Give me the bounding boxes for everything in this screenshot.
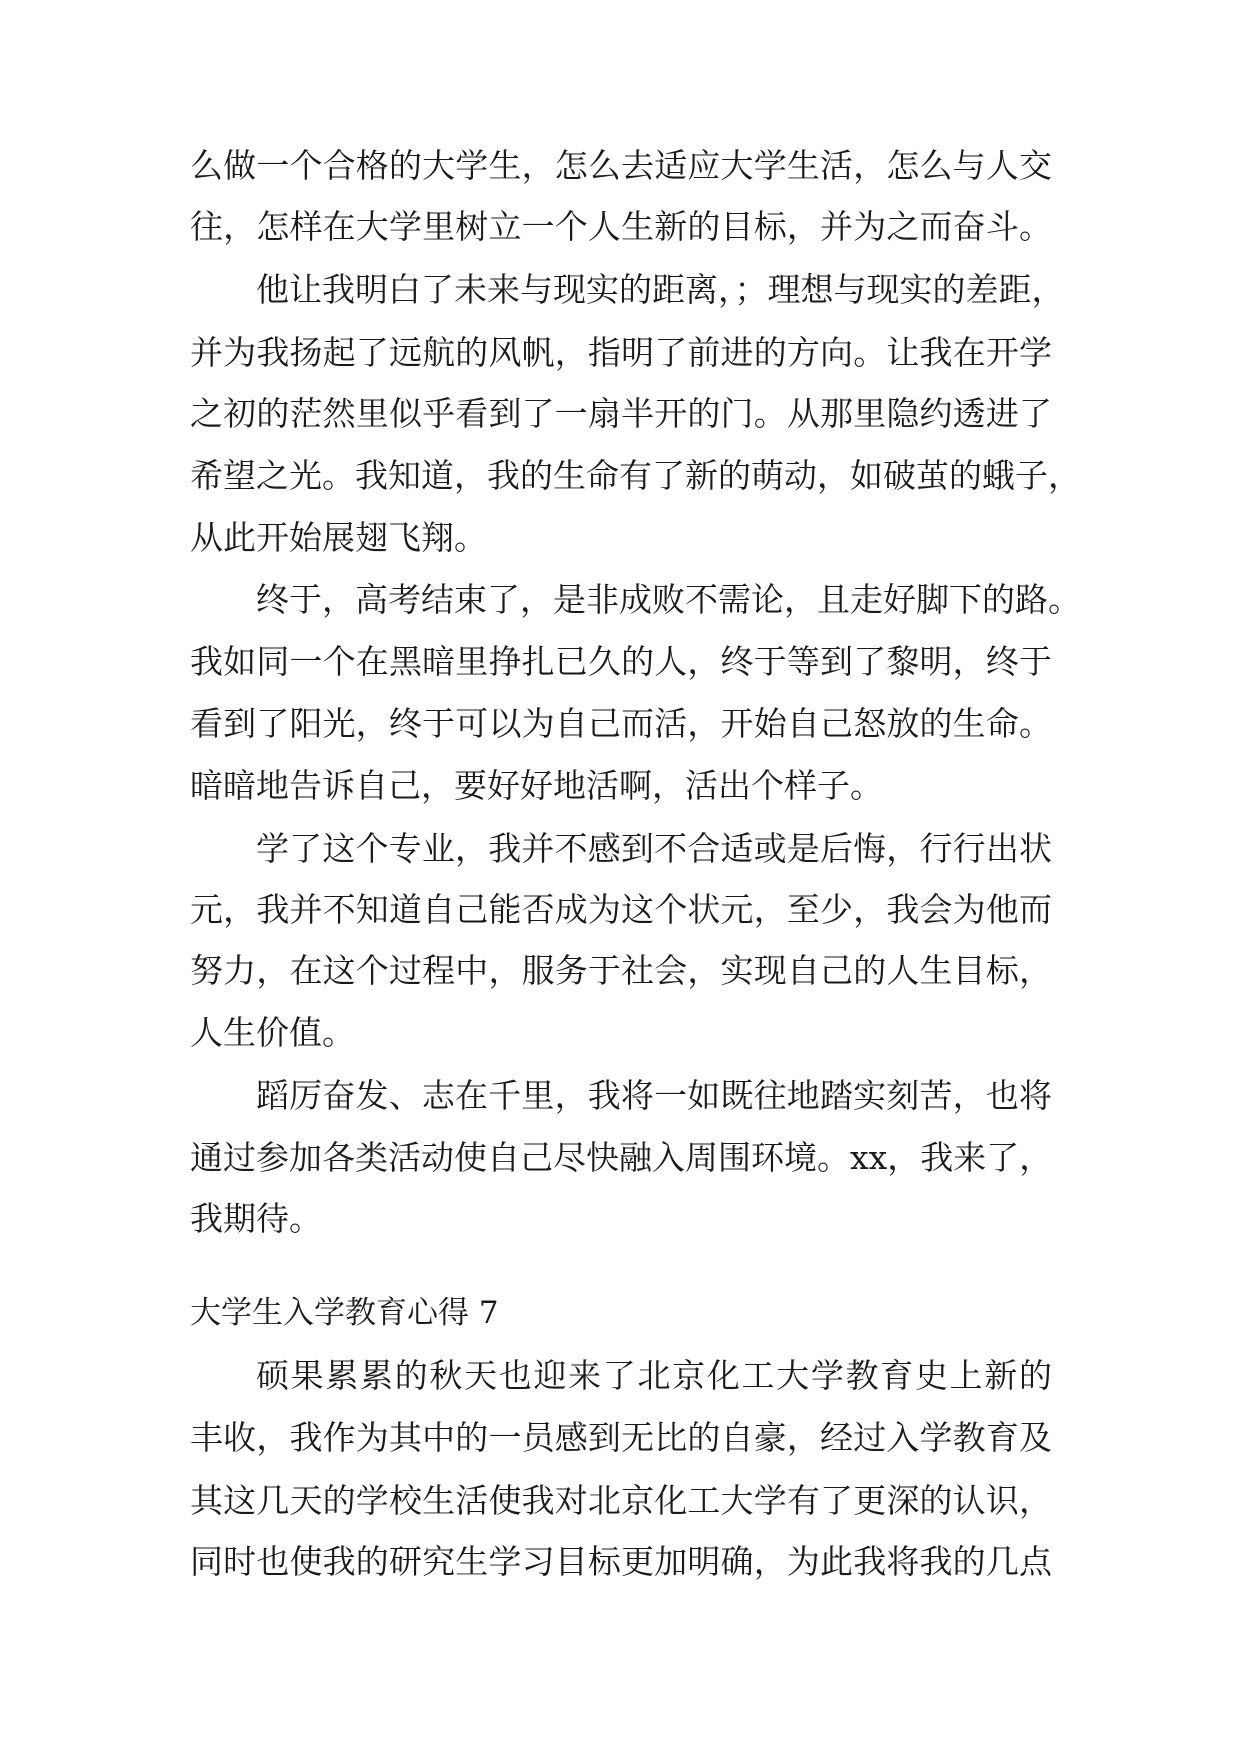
text-line: 元，我并不知道自己能否成为这个状元，至少，我会为他而: [190, 890, 1052, 929]
text-line: 从此开始展翅飞翔。: [190, 518, 487, 557]
text-line: 希望之光。我知道，我的生命有了新的萌动，如破茧的蛾子，: [190, 456, 1081, 495]
text-line: 暗暗地告诉自己，要好好地活啊，活出个样子。: [190, 766, 883, 805]
paragraph-first-line: 硕果累累的秋天也迎来了北京化工大学教育史上新的: [256, 1356, 1052, 1395]
paragraph-first-line: 学了这个专业，我并不感到不合适或是后悔，行行出状: [256, 829, 1052, 868]
section-heading: 大学生入学教育心得 7: [190, 1295, 499, 1331]
text-line: 么做一个合格的大学生，怎么去适应大学生活，怎么与人交: [190, 146, 1052, 185]
text-line: 通过参加各类活动使自己尽快融入周围环境。xx，我来了，: [190, 1138, 1053, 1177]
text-line: 并为我扬起了远航的风帆，指明了前进的方向。让我在开学: [190, 333, 1052, 372]
text-line: 人生价值。: [190, 1013, 355, 1052]
text-line: 丰收，我作为其中的一员感到无比的自豪，经过入学教育及: [190, 1418, 1052, 1457]
text-line: 同时也使我的研究生学习目标更加明确，为此我将我的几点: [190, 1542, 1052, 1581]
text-line: 之初的茫然里似乎看到了一扇半开的门。从那里隐约透进了: [190, 394, 1052, 433]
text-line: 努力，在这个过程中，服务于社会，实现自己的人生目标，: [190, 951, 1052, 990]
text-line: 其这几天的学校生活使我对北京化工大学有了更深的认识，: [190, 1481, 1052, 1520]
paragraph-first-line: 蹈厉奋发、志在千里，我将一如既往地踏实刻苦，也将: [256, 1076, 1052, 1115]
text-line: 我如同一个在黑暗里挣扎已久的人，终于等到了黎明，终于: [190, 642, 1052, 681]
text-line: 往，怎样在大学里树立一个人生新的目标，并为之而奋斗。: [190, 207, 1052, 246]
paragraph-first-line: 终于，高考结束了，是非成败不需论，且走好脚下的路。: [256, 580, 1081, 619]
text-line: 我期待。: [190, 1199, 322, 1238]
paragraph-first-line: 他让我明白了未来与现实的距离，；理想与现实的差距，: [256, 270, 1065, 309]
text-line: 看到了阳光，终于可以为自己而活，开始自己怒放的生命。: [190, 704, 1052, 743]
